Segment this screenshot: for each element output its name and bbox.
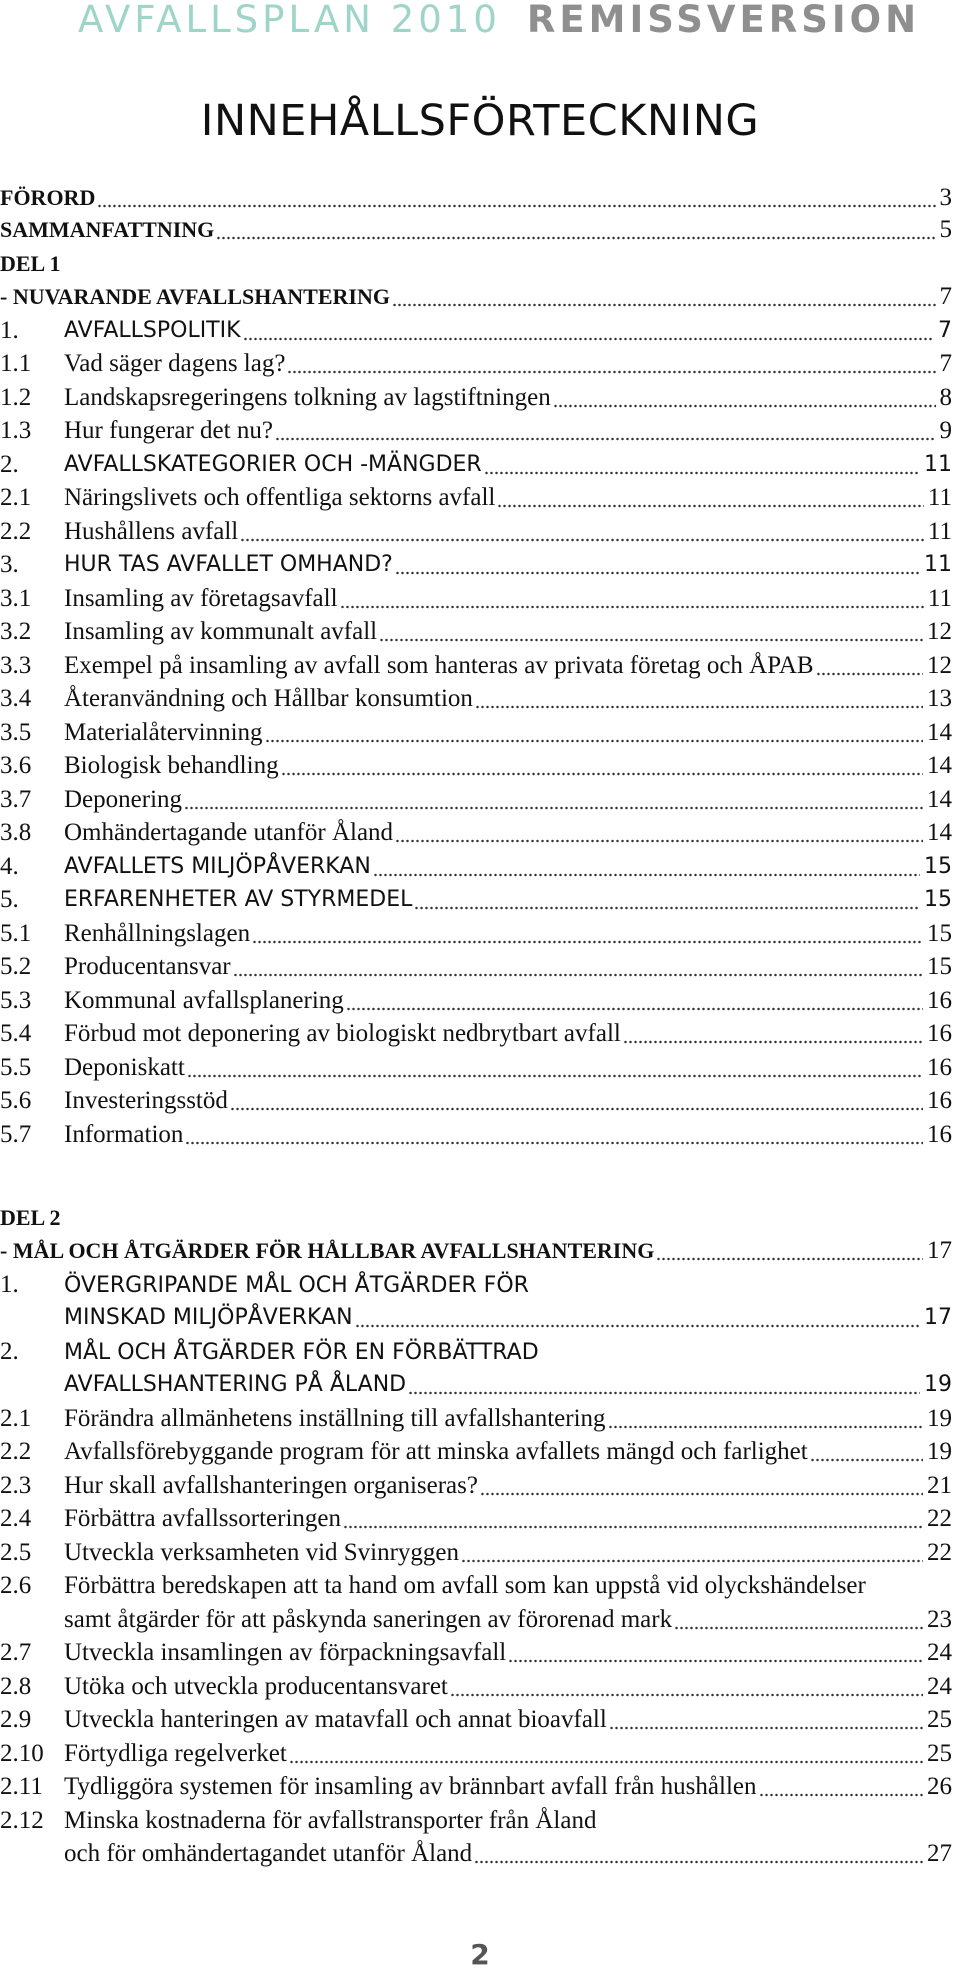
toc-number: 5.	[0, 886, 19, 913]
toc-entry[interactable]	[0, 1437, 952, 1467]
toc-number: 5.6	[0, 1087, 32, 1114]
toc-page: 22	[927, 1505, 952, 1532]
toc-number: 3.6	[0, 752, 32, 779]
toc-label: Deponering	[64, 786, 183, 813]
leader-dots	[373, 854, 920, 882]
toc-page: 12	[927, 652, 952, 679]
toc-entry[interactable]	[0, 1638, 952, 1668]
toc-label: MÅL OCH ÅTGÄRDER FÖR EN FÖRBÄTTRAD	[64, 1340, 539, 1365]
toc-number: 3.2	[0, 618, 32, 645]
leader-dots	[233, 954, 923, 982]
toc-page: 14	[927, 819, 952, 846]
leader-dots	[252, 921, 923, 949]
toc-entry[interactable]	[0, 1236, 952, 1266]
toc-label: Producentansvar	[64, 953, 231, 980]
toc-label: Återanvändning och Hållbar konsumtion	[64, 685, 473, 712]
leader-dots	[608, 1406, 923, 1434]
toc-label: Exempel på insamling av avfall som hanteras av privata företag och ÅPAB	[64, 652, 814, 679]
toc-number: 5.4	[0, 1020, 32, 1047]
toc-label: AVFALLSKATEGORIER OCH -MÄNGDER	[64, 452, 482, 477]
toc-number: 3.	[0, 551, 19, 578]
toc-number: 2.2	[0, 1438, 32, 1465]
leader-dots	[97, 185, 935, 213]
toc-number: 3.1	[0, 585, 32, 612]
leader-dots	[275, 418, 936, 446]
toc-label: HUR TAS AVFALLET OMHAND?	[64, 552, 393, 577]
toc-page: 7	[939, 350, 952, 377]
toc-label: Hur skall avfallshanteringen organiseras?	[64, 1472, 478, 1499]
toc-label: MINSKAD MILJÖPÅVERKAN	[64, 1305, 353, 1330]
toc-label: Biologisk behandling	[64, 752, 279, 779]
toc-label: Avfallsförebyggande program för att minska avfallets mängd och farlighet	[64, 1438, 808, 1465]
toc-number: 1.2	[0, 384, 32, 411]
toc-label: - MÅL OCH ÅTGÄRDER FÖR HÅLLBAR AVFALLSHANTERING	[0, 1238, 655, 1263]
leader-dots	[265, 720, 923, 748]
toc-label: Förändra allmänhetens inställning till avfallshantering	[64, 1405, 606, 1432]
toc-number: 2.1	[0, 484, 32, 511]
toc-entry[interactable]	[0, 751, 952, 781]
toc-page: 16	[927, 1087, 952, 1114]
toc-label: Landskapsregeringens tolkning av lagstiftningen	[64, 384, 551, 411]
toc-number: 2.	[0, 451, 19, 478]
toc-number: 1.	[0, 1271, 19, 1298]
toc-number: 2.	[0, 1338, 19, 1365]
toc-entry[interactable]	[0, 450, 952, 480]
toc-page: 5	[939, 216, 952, 243]
toc-number: 2.10	[0, 1740, 44, 1767]
toc-page: 14	[927, 719, 952, 746]
toc-entry[interactable]	[0, 1705, 952, 1735]
toc-entry[interactable]	[0, 1019, 952, 1049]
leader-dots	[343, 1506, 923, 1534]
toc-label: SAMMANFATTNING	[0, 217, 215, 242]
toc-page: 25	[927, 1740, 952, 1767]
toc-label: Hushållens avfall	[64, 518, 239, 545]
leader-dots	[408, 1372, 920, 1400]
toc-label: Insamling av företagsavfall	[64, 585, 338, 612]
toc-label: samt åtgärder för att påskynda saneringen av förorenad mark	[64, 1606, 673, 1633]
toc-entry[interactable]	[0, 885, 952, 915]
toc-entry[interactable]	[0, 1086, 952, 1116]
toc-number: 2.11	[0, 1773, 43, 1800]
leader-dots	[187, 1055, 923, 1083]
toc-page: 19	[924, 1372, 952, 1397]
leader-dots	[674, 1607, 923, 1635]
toc-label: AVFALLSHANTERING PÅ ÅLAND	[64, 1372, 407, 1397]
toc-number: 2.4	[0, 1505, 32, 1532]
toc-number: 2.9	[0, 1706, 32, 1733]
toc-label: Förtydliga regelverket	[64, 1740, 287, 1767]
toc-number: 4.	[0, 853, 19, 880]
toc-page: 27	[927, 1840, 952, 1867]
leader-dots	[240, 519, 924, 547]
toc-page: 16	[927, 1020, 952, 1047]
toc-number: 2.8	[0, 1673, 32, 1700]
toc-page: 24	[927, 1639, 952, 1666]
toc-label: Minska kostnaderna för avfallstransporter från Åland	[64, 1807, 597, 1834]
toc-entry[interactable]	[0, 1772, 952, 1802]
leader-dots	[184, 787, 923, 815]
leader-dots	[185, 1122, 923, 1150]
toc-label: Utveckla hanteringen av matavfall och annat bioavfall	[64, 1706, 607, 1733]
section-heading: DEL 2	[0, 1205, 61, 1230]
toc-entry[interactable]	[0, 852, 952, 882]
toc-label: och för omhändertagandet utanför Åland	[64, 1840, 473, 1867]
toc-entry[interactable]	[0, 550, 952, 580]
toc-page: 12	[927, 618, 952, 645]
toc-page: 25	[927, 1706, 952, 1733]
leader-dots	[281, 753, 923, 781]
leader-dots	[816, 653, 923, 681]
page-title: INNEHÅLLSFÖRTECKNING	[200, 96, 760, 146]
toc-label: Renhållningslagen	[64, 920, 251, 947]
leader-dots	[609, 1707, 923, 1735]
header-title: AVFALLSPLAN 2010	[78, 0, 501, 41]
toc-entry[interactable]	[0, 1739, 952, 1769]
leader-dots	[810, 1439, 923, 1467]
leader-dots	[450, 1674, 923, 1702]
toc-label: Information	[64, 1121, 184, 1148]
leader-dots	[230, 1088, 923, 1116]
toc-entry-continuation[interactable]	[0, 1605, 952, 1635]
toc-number: 3.4	[0, 685, 32, 712]
toc-page: 8	[939, 384, 952, 411]
toc-label: Näringslivets och offentliga sektorns avfall	[64, 484, 496, 511]
toc-entry[interactable]	[0, 215, 952, 245]
toc-number: 3.5	[0, 719, 32, 746]
toc-entry-continuation[interactable]	[0, 1303, 952, 1333]
toc-label: Insamling av kommunalt avfall	[64, 618, 378, 645]
toc-page: 11	[927, 484, 952, 511]
toc-entry[interactable]	[0, 1471, 952, 1501]
leader-dots	[759, 1774, 924, 1802]
toc-page: 16	[927, 1121, 952, 1148]
toc-label: Utöka och utveckla producentansvaret	[64, 1673, 448, 1700]
toc-label: ÖVERGRIPANDE MÅL OCH ÅTGÄRDER FÖR	[64, 1273, 529, 1298]
toc-entry[interactable]	[0, 785, 952, 815]
toc-entry[interactable]	[0, 986, 952, 1016]
section-heading: DEL 1	[0, 251, 61, 276]
toc-entry[interactable]	[0, 1404, 952, 1434]
toc-entry[interactable]	[0, 183, 952, 213]
toc-label: Kommunal avfallsplanering	[64, 987, 344, 1014]
toc-number: 2.1	[0, 1405, 32, 1432]
toc-entry[interactable]	[0, 1270, 529, 1301]
toc-page: 13	[927, 685, 952, 712]
toc-page: 15	[924, 887, 952, 912]
leader-dots	[480, 1473, 923, 1501]
toc-label: AVFALLSPOLITIK	[64, 318, 241, 343]
leader-dots	[379, 619, 923, 647]
toc-entry[interactable]	[0, 1504, 952, 1534]
toc-page: 17	[924, 1305, 952, 1330]
leader-dots	[475, 686, 923, 714]
leader-dots	[497, 485, 924, 513]
toc-page: 16	[927, 987, 952, 1014]
toc-label: AVFALLETS MILJÖPÅVERKAN	[64, 854, 371, 879]
leader-dots	[355, 1305, 920, 1333]
toc-number: 3.3	[0, 652, 32, 679]
toc-page: 15	[927, 953, 952, 980]
toc-label: ERFARENHETER AV STYRMEDEL	[64, 887, 413, 912]
toc-number: 5.2	[0, 953, 32, 980]
leader-dots	[474, 1841, 923, 1869]
toc-entry[interactable]	[0, 483, 952, 513]
leader-dots	[216, 217, 935, 245]
toc-number: 2.7	[0, 1639, 32, 1666]
toc-label: Materialåtervinning	[64, 719, 263, 746]
leader-dots	[392, 284, 936, 312]
toc-entry[interactable]	[0, 651, 952, 681]
toc-number: 1.3	[0, 417, 32, 444]
toc-number: 3.8	[0, 819, 32, 846]
toc-entry[interactable]	[0, 517, 952, 547]
toc-label: Utveckla insamlingen av förpackningsavfall	[64, 1639, 507, 1666]
toc-number: 2.5	[0, 1539, 32, 1566]
toc-number: 5.1	[0, 920, 32, 947]
toc-page: 23	[927, 1606, 952, 1633]
toc-entry[interactable]	[0, 617, 952, 647]
toc-label: FÖRORD	[0, 185, 96, 210]
toc-page: 3	[939, 184, 952, 211]
toc-page: 11	[927, 518, 952, 545]
toc-page: 22	[927, 1539, 952, 1566]
toc-entry[interactable]	[0, 383, 952, 413]
toc-page: 14	[927, 752, 952, 779]
leader-dots	[289, 1741, 923, 1769]
toc-entry[interactable]	[0, 1120, 952, 1150]
toc-number: 5.3	[0, 987, 32, 1014]
toc-page: 26	[927, 1773, 952, 1800]
toc-page: 7	[938, 318, 952, 343]
toc-page: 15	[927, 920, 952, 947]
leader-dots	[508, 1640, 923, 1668]
toc-label: Tydliggöra systemen för insamling av brännbart avfall från hushållen	[64, 1773, 757, 1800]
leader-dots	[414, 887, 920, 915]
toc-page: 11	[927, 585, 952, 612]
toc-page: 21	[927, 1472, 952, 1499]
toc-label: Investeringsstöd	[64, 1087, 228, 1114]
page-number: 2	[470, 1938, 490, 1971]
toc-page: 15	[924, 854, 952, 879]
leader-dots	[395, 820, 923, 848]
leader-dots	[340, 586, 924, 614]
toc-entry[interactable]	[0, 282, 952, 312]
leader-dots	[484, 452, 920, 480]
toc-page: 11	[924, 552, 952, 577]
toc-entry[interactable]	[0, 349, 952, 379]
toc-number: 5.7	[0, 1121, 32, 1148]
toc-page: 9	[939, 417, 952, 444]
toc-page: 11	[924, 452, 952, 477]
toc-entry[interactable]	[0, 684, 952, 714]
leader-dots	[623, 1021, 923, 1049]
toc-page: 14	[927, 786, 952, 813]
toc-entry-continuation[interactable]	[0, 1839, 952, 1869]
toc-page: 24	[927, 1673, 952, 1700]
toc-entry[interactable]	[0, 718, 952, 748]
toc-label: Deponiskatt	[64, 1054, 185, 1081]
leader-dots	[287, 351, 935, 379]
leader-dots	[395, 552, 920, 580]
toc-entry[interactable]	[0, 316, 952, 346]
toc-number: 5.5	[0, 1054, 32, 1081]
toc-entry-continuation[interactable]	[0, 1370, 952, 1400]
toc-page: 19	[927, 1405, 952, 1432]
header-subtitle: REMISSVERSION	[526, 0, 921, 41]
toc-label: Omhändertagande utanför Åland	[64, 819, 394, 846]
toc-entry[interactable]	[0, 416, 952, 446]
toc-label: Vad säger dagens lag?	[64, 350, 286, 377]
leader-dots	[461, 1540, 923, 1568]
toc-number: 2.3	[0, 1472, 32, 1499]
toc-number: 3.7	[0, 786, 32, 813]
leader-dots	[553, 385, 936, 413]
toc-entry[interactable]	[0, 1571, 866, 1601]
toc-entry[interactable]	[0, 818, 952, 848]
toc-entry[interactable]	[0, 1053, 952, 1083]
toc-label: Utveckla verksamheten vid Svinryggen	[64, 1539, 460, 1566]
toc-label: - NUVARANDE AVFALLSHANTERING	[0, 284, 390, 309]
toc-label: Förbättra avfallssorteringen	[64, 1505, 341, 1532]
toc-label: Hur fungerar det nu?	[64, 417, 273, 444]
toc-entry[interactable]	[0, 1538, 952, 1568]
toc-page: 19	[927, 1438, 952, 1465]
toc-number: 2.12	[0, 1807, 44, 1834]
toc-label: Förbättra beredskapen att ta hand om avfall som kan uppstå vid olyckshändelser	[64, 1572, 866, 1599]
toc-entry[interactable]	[0, 1806, 596, 1836]
toc-page: 16	[927, 1054, 952, 1081]
toc-number: 1.	[0, 317, 19, 344]
toc-entry[interactable]	[0, 1337, 539, 1368]
toc-entry[interactable]	[0, 952, 952, 982]
toc-entry[interactable]	[0, 919, 952, 949]
leader-dots	[243, 318, 934, 346]
toc-entry[interactable]	[0, 584, 952, 614]
toc-number: 2.6	[0, 1572, 32, 1599]
toc-page: 17	[927, 1237, 952, 1264]
document-header	[78, 0, 948, 40]
toc-number: 1.1	[0, 350, 32, 377]
toc-entry[interactable]	[0, 1672, 952, 1702]
leader-dots	[656, 1238, 923, 1266]
toc-number: 2.2	[0, 518, 32, 545]
toc-label: Förbud mot deponering av biologiskt nedbrytbart avfall	[64, 1020, 621, 1047]
leader-dots	[346, 988, 923, 1016]
toc-page: 7	[939, 283, 952, 310]
